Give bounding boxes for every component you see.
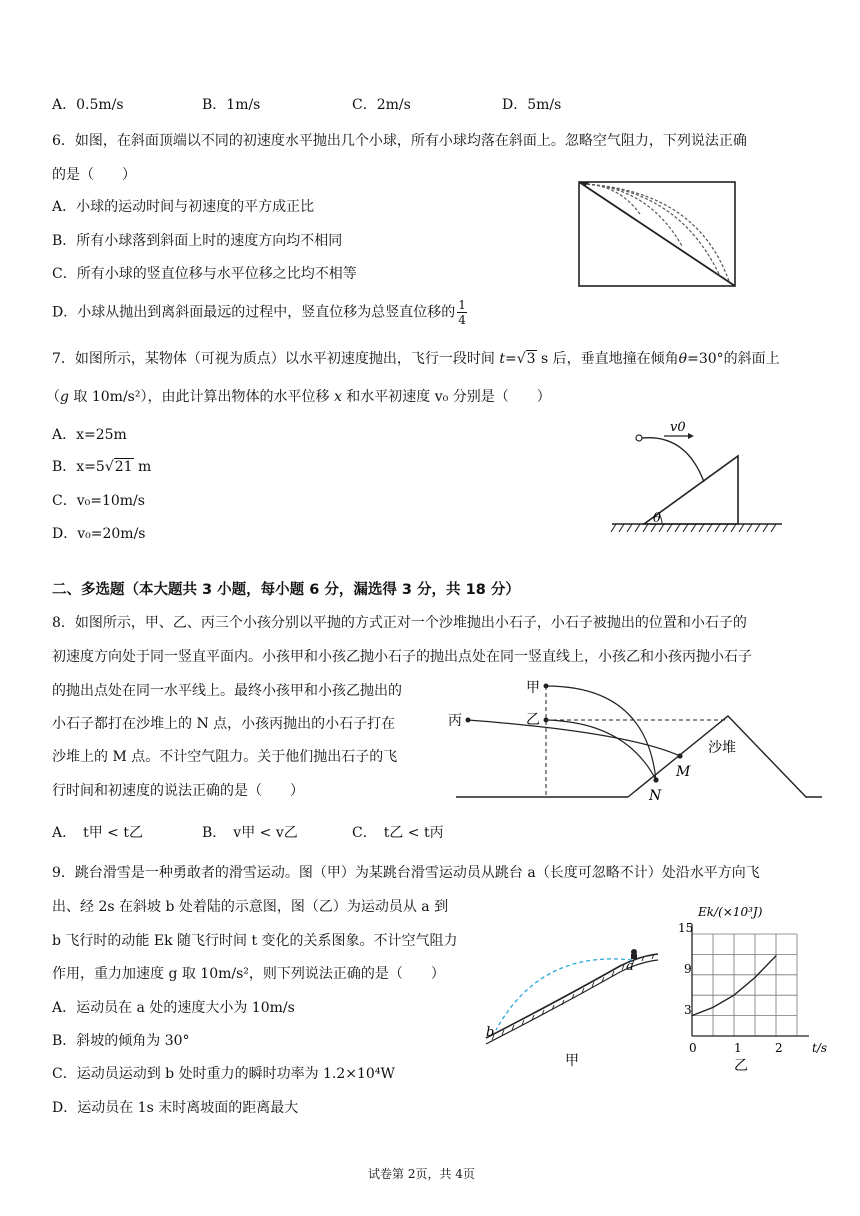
xtick-1: 1 [734,1041,742,1055]
q6-stem-line2: 的是（ ） [52,167,136,183]
q9-option-b: B．斜坡的倾角为 30° [52,1033,190,1049]
q9-line1: 9．跳台滑雪是一种勇敢者的滑雪运动。图（甲）为某跳台滑雪运动员从跳台 a（长度可忽略不计）处沿水平方向飞 [52,865,760,881]
v0-label: v0 [670,420,686,435]
q8-sandpile-figure [446,672,826,802]
chart-grid [692,934,797,1036]
chart-xlabel: t/s [812,1041,828,1055]
q9-option-c: C．运动员运动到 b 处时重力的瞬时功率为 1.2×10⁴W [52,1066,395,1082]
label-n: N [649,788,662,804]
q8-line3: 的抛出点处在同一水平线上。最终小孩甲和小孩乙抛出的 [52,683,402,699]
q9-line4: 作用，重力加速度 g 取 10m/s²，则下列说法正确的是（ ） [52,966,445,982]
ytick-9: 9 [684,962,692,976]
q8-line6: 行时间和初速度的说法正确的是（ ） [52,783,304,799]
q9-line2: 出、经 2s 在斜坡 b 处着陆的示意图，图（乙）为运动员从 a 到 [52,899,449,915]
ek-data-point [712,1007,713,1008]
label-m: M [676,764,691,780]
ek-data-point [733,995,734,996]
q8-line4: 小石子都打在沙堆上的 N 点，小孩丙抛出的小石子打在 [52,716,396,732]
label-a: a [626,959,634,974]
label-sandpile: 沙堆 [708,740,736,756]
q8-option-b: B． v甲 < v乙 [202,825,298,841]
q6-option-c: C．所有小球的竖直位移与水平位移之比均不相等 [52,266,357,282]
ek-data-point [775,955,776,956]
xtick-2: 2 [775,1041,783,1055]
q6-option-d: D．小球从抛出到离斜面最远的过程中，竖直位移为总竖直位移的 $\frac{1}{4}$ [52,298,466,327]
label-bing: 丙 [448,713,462,729]
q7-projectile-figure [606,420,786,540]
page-footer: 试卷第 2页，共 4页 [368,1167,475,1181]
q5-option-c: C．2m/s [352,97,411,113]
q5-option-a: A．0.5m/s [52,97,124,113]
q7-option-d: D．v₀=20m/s [52,526,146,542]
q7-stem-line2: （g 取 10m/s²），由此计算出物体的水平位移 x 和水平初速度 v₀ 分别是（ ） [46,389,551,405]
q6-incline-figure [578,180,738,290]
theta-label: θ [653,511,661,526]
q9-line3: b 飞行时的动能 Ek 随飞行时间 t 变化的关系图象。不计空气阻力 [52,933,458,949]
q8-line2: 初速度方向处于同一竖直平面内。小孩甲和小孩乙抛小石子的抛出点处在同一竖直线上，小孩乙和小孩丙抛小石子 [52,649,752,665]
q7-option-a: A．x=25m [52,427,127,443]
chart-ylabel: Ek/(×10³J) [698,905,763,919]
q8-option-a: A． t甲 < t乙 [52,825,143,841]
q5-option-b: B．1m/s [202,97,261,113]
ek-vs-t-chart [664,902,840,1078]
caption-jia: 甲 [565,1053,579,1069]
q9-ski-jump-figure [480,940,660,1075]
ek-data-point [691,1015,692,1016]
q7-option-b: B．x=5√21 m [52,459,152,475]
label-b: b [486,1025,495,1040]
q8-option-c: C． t乙 < t丙 [352,825,444,841]
label-jia: 甲 [526,680,540,696]
ek-data-point [754,977,755,978]
q5-option-d: D．5m/s [502,97,562,113]
q9-option-d: D．运动员在 1s 末时离坡面的距离最大 [52,1100,299,1116]
q7-option-c: C．v₀=10m/s [52,493,145,509]
chart-axes [692,924,809,1036]
q8-line1: 8．如图所示，甲、乙、丙三个小孩分别以平抛的方式正对一个沙堆抛出小石子，小石子被抛出的位置和小石子的 [52,615,747,631]
q6-option-a: A．小球的运动时间与初速度的平方成正比 [52,199,315,215]
q7-stem-line1: 7．如图所示，某物体（可视为质点）以水平初速度抛出，飞行一段时间 t=√3 s 后，垂直地撞在倾角θ=30°的斜面上 [52,351,780,367]
fraction-one-quarter: $\frac{1}{4}$ [458,298,466,327]
xtick-0: 0 [689,1041,697,1055]
q6-option-b: B．所有小球落到斜面上时的速度方向均不相同 [52,233,343,249]
ytick-15: 15 [678,921,694,935]
label-yi: 乙 [526,712,540,728]
section-2-title: 二、多选题（本大题共 3 小题，每小题 6 分，漏选得 3 分，共 18 分） [52,582,520,598]
caption-yi: 乙 [734,1058,748,1074]
q8-line5: 沙堆上的 M 点。不计空气阻力。关于他们抛出石子的飞 [52,749,398,765]
ytick-3: 3 [684,1003,692,1017]
q9-option-a: A．运动员在 a 处的速度大小为 10m/s [52,1000,295,1016]
q6-stem-line1: 6．如图，在斜面顶端以不同的初速度水平抛出几个小球，所有小球均落在斜面上。忽略空气阻力，下列说法正确 [52,133,747,149]
